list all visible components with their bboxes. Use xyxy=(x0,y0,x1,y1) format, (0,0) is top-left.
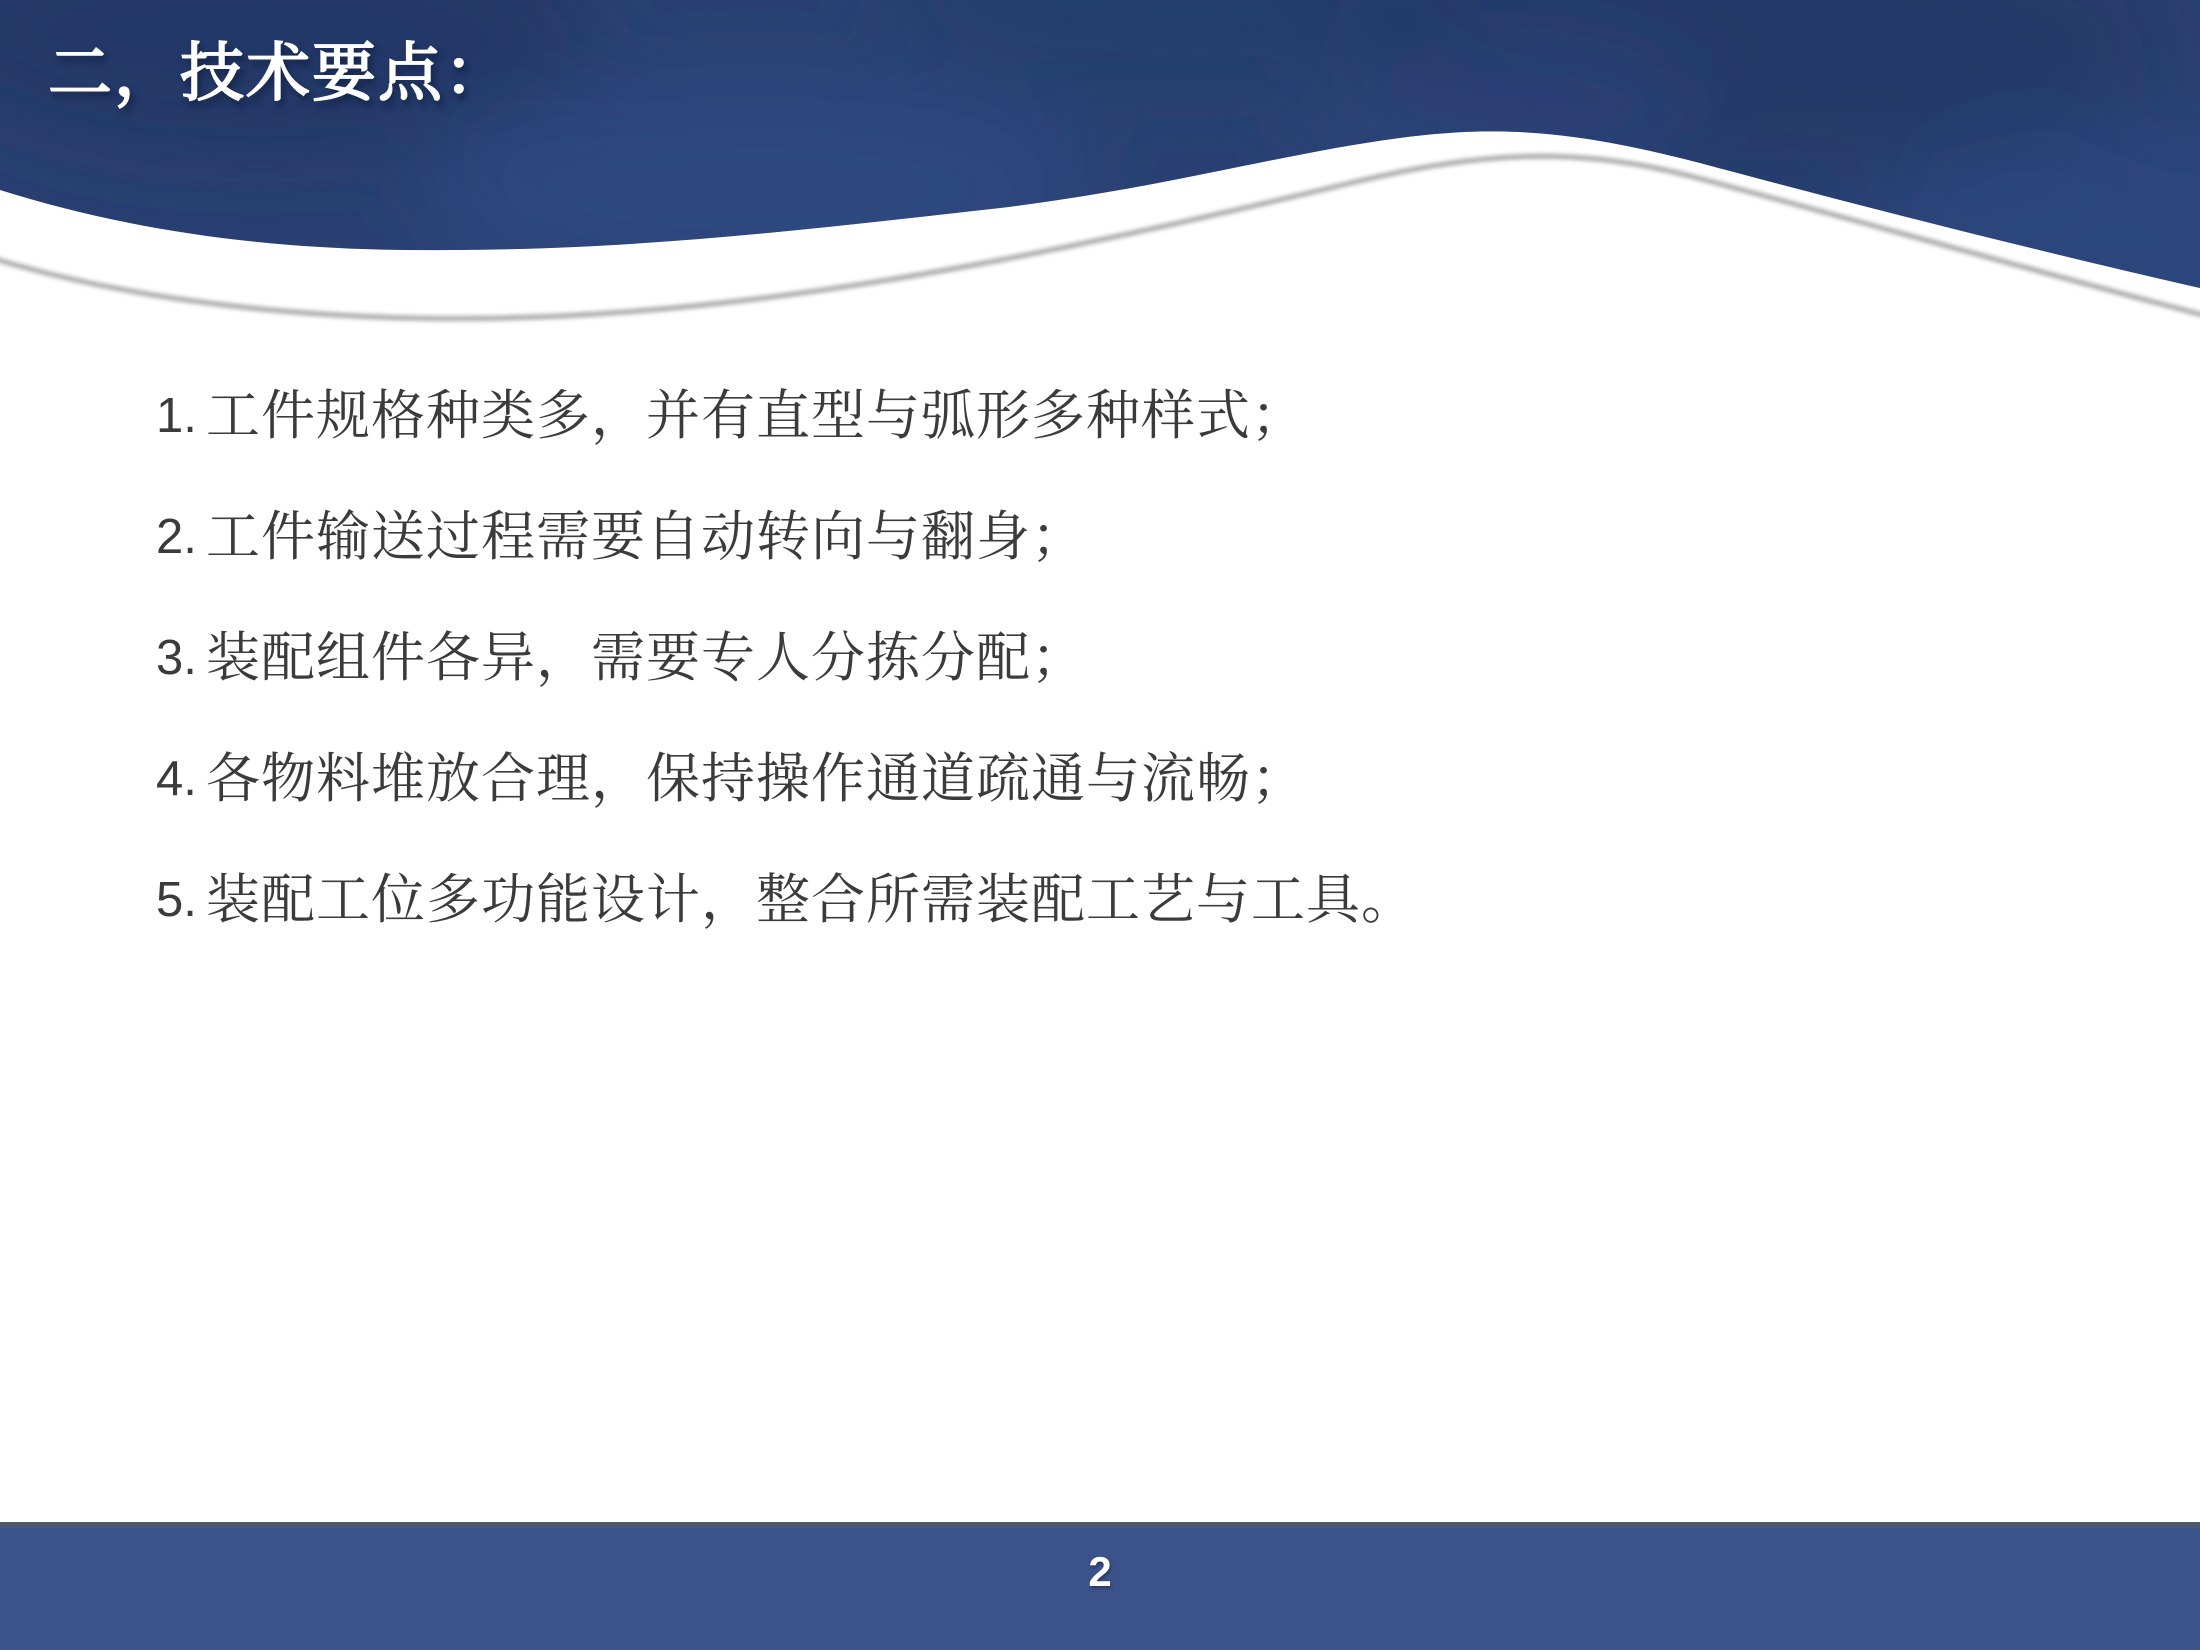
list-item-number: 1. xyxy=(156,389,197,443)
list-item-number: 5. xyxy=(156,873,197,927)
list-item-text: 各物料堆放合理，保持操作通道疏通与流畅； xyxy=(206,749,1306,809)
list-item-text: 工件输送过程需要自动转向与翻身； xyxy=(206,507,1086,567)
list-item-number: 3. xyxy=(156,631,197,685)
header xyxy=(0,0,2200,400)
list-item-number: 4. xyxy=(156,752,197,806)
list-item-text: 工件规格种类多，并有直型与弧形多种样式； xyxy=(206,386,1306,446)
list-item-5 xyxy=(156,872,1906,929)
page-title: 二，技术要点： xyxy=(48,37,510,109)
list-item-number: 2. xyxy=(156,510,197,564)
list-item-3 xyxy=(156,630,1906,687)
list-item-text: 装配工位多功能设计，整合所需装配工艺与工具。 xyxy=(206,870,1416,930)
page-number: 2 xyxy=(1088,1548,1112,1595)
list-item-text: 装配组件各异，需要专人分拣分配； xyxy=(206,628,1086,688)
list-item-1 xyxy=(156,388,1906,445)
footer xyxy=(0,1522,2200,1650)
list-item-4 xyxy=(156,751,1906,808)
list-item-2 xyxy=(156,509,1906,566)
key-points-list xyxy=(156,388,1906,993)
